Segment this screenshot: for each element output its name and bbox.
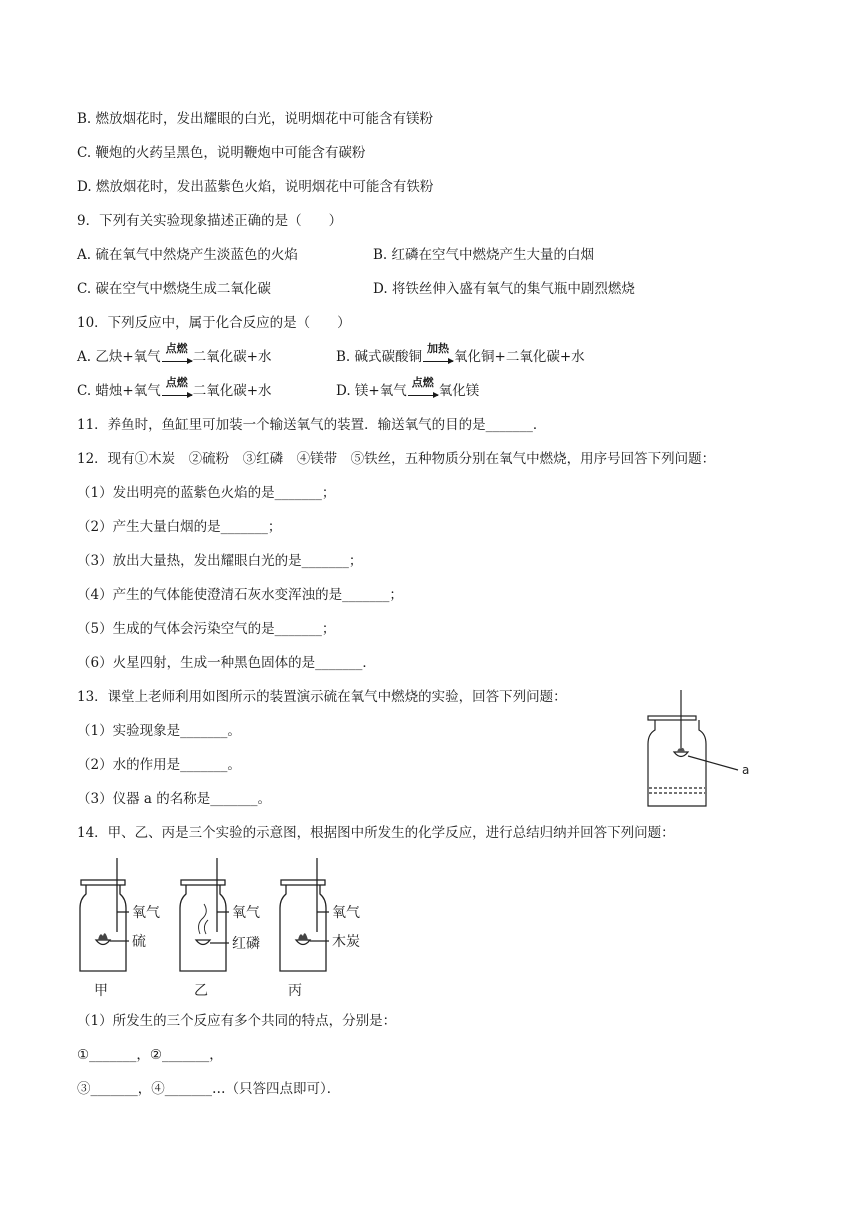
q13-part-2: （2）水的作用是_______。	[77, 757, 241, 773]
jar-jia	[80, 858, 129, 971]
jar-bing-substance-label: 木炭	[332, 934, 360, 950]
q8-option-b: B. 燃放烟花时，发出耀眼的白光，说明烟花中可能含有镁粉	[77, 111, 434, 127]
q10-stem: 10．下列反应中，属于化合反应的是（ ）	[77, 315, 351, 331]
q13-part-3: （3）仪器 a 的名称是_______。	[77, 791, 271, 807]
q10-a-reactants: A. 乙炔+氧气	[77, 349, 161, 365]
jar-yi-caption: 乙	[194, 983, 208, 999]
q11-stem: 11．养鱼时，鱼缸里可加装一个输送氧气的装置．输送氧气的目的是_______．	[77, 417, 547, 433]
q14-experiment-figure	[76, 854, 386, 1004]
jar-jia-caption: 甲	[94, 983, 108, 999]
flame-icon	[298, 933, 308, 940]
q10-option-a	[77, 342, 272, 366]
reaction-condition: 点燃	[165, 376, 188, 389]
reaction-condition: 加热	[427, 342, 450, 355]
spoon-bowl	[674, 752, 688, 757]
jar-yi-gas-label: 氧气	[232, 905, 260, 921]
q9-stem: 9．下列有关实验现象描述正确的是（ ）	[77, 213, 343, 229]
q12-stem: 12．现有①木炭 ②硫粉 ③红磷 ④镁带 ⑤铁丝，五种物质分别在氧气中燃烧，用序号回答下列问题：	[77, 451, 716, 467]
q12-part-3: （3）放出大量热，发出耀眼白光的是_______；	[77, 553, 363, 569]
q10-option-c	[77, 376, 272, 400]
q13-part-1: （1）实验现象是_______。	[77, 723, 241, 739]
q12-part-4: （4）产生的气体能使澄清石灰水变浑浊的是_______；	[77, 587, 403, 603]
flame-icon	[98, 933, 108, 940]
reaction-arrow	[161, 342, 193, 366]
q8-option-d: D. 燃放烟花时，发出蓝紫色火焰，说明烟花中可能含有铁粉	[77, 179, 434, 195]
reaction-arrow	[422, 342, 454, 366]
jar-jia-gas-label: 氧气	[132, 905, 160, 921]
q10-d-reactants: D. 镁+氧气	[336, 383, 407, 399]
q12-part-6: （6）火星四射，生成一种黑色固体的是_______．	[77, 655, 376, 671]
q13-apparatus-figure	[640, 688, 760, 812]
jar-lid	[648, 716, 696, 720]
q14-blanks-line-2: ③_______，④_______…（只答四点即可）．	[77, 1081, 341, 1097]
figure-label-a: a	[742, 763, 750, 777]
jar-bing	[280, 858, 329, 971]
q9-option-d: D. 将铁丝伸入盛有氧气的集气瓶中剧烈燃烧	[373, 281, 635, 297]
jar-bing-caption: 丙	[288, 983, 302, 999]
q14-part-1: （1）所发生的三个反应有多个共同的特点，分别是：	[77, 1013, 397, 1029]
jar-yi-substance-label: 红磷	[232, 936, 260, 952]
q9-option-a: A. 硫在氧气中然烧产生淡蓝色的火焰	[77, 247, 298, 263]
q12-part-1: （1）发出明亮的蓝紫色火焰的是_______；	[77, 485, 336, 501]
q10-option-b	[336, 342, 585, 366]
q14-stem: 14．甲、乙、丙是三个实验的示意图，根据图中所发生的化学反应，进行总结归纳并回答下列问题：	[77, 825, 675, 841]
q10-c-products: 二氧化碳+水	[192, 383, 272, 399]
jar-bing-gas-label: 氧气	[332, 905, 360, 921]
q14-blanks-line-1: ①_______，②_______，	[77, 1047, 223, 1063]
q10-d-products: 氧化镁	[438, 383, 480, 399]
q10-a-products: 二氧化碳+水	[192, 349, 272, 365]
q12-part-2: （2）产生大量白烟的是_______；	[77, 519, 282, 535]
q13-stem: 13．课堂上老师利用如图所示的装置演示硫在氧气中燃烧的实验，回答下列问题：	[77, 689, 567, 705]
q10-b-reactants: B. 碱式碳酸铜	[336, 349, 423, 365]
q12-part-5: （5）生成的气体会污染空气的是_______；	[77, 621, 336, 637]
q10-option-d	[336, 376, 480, 400]
q9-option-b: B. 红磷在空气中燃烧产生大量的白烟	[373, 247, 595, 263]
reaction-arrow	[407, 376, 439, 400]
reaction-condition: 点燃	[411, 376, 434, 389]
q9-option-c: C. 碳在空气中燃烧生成二氧化碳	[77, 281, 271, 297]
q10-c-reactants: C. 蜡烛+氧气	[77, 383, 161, 399]
q8-option-c: C. 鞭炮的火药呈黑色，说明鞭炮中可能含有碳粉	[77, 145, 366, 161]
jar-jia-substance-label: 硫	[132, 934, 146, 950]
reaction-arrow	[161, 376, 193, 400]
jar-yi	[180, 858, 229, 971]
q10-b-products: 氧化铜+二氧化碳+水	[454, 349, 585, 365]
reaction-condition: 点燃	[165, 342, 188, 355]
